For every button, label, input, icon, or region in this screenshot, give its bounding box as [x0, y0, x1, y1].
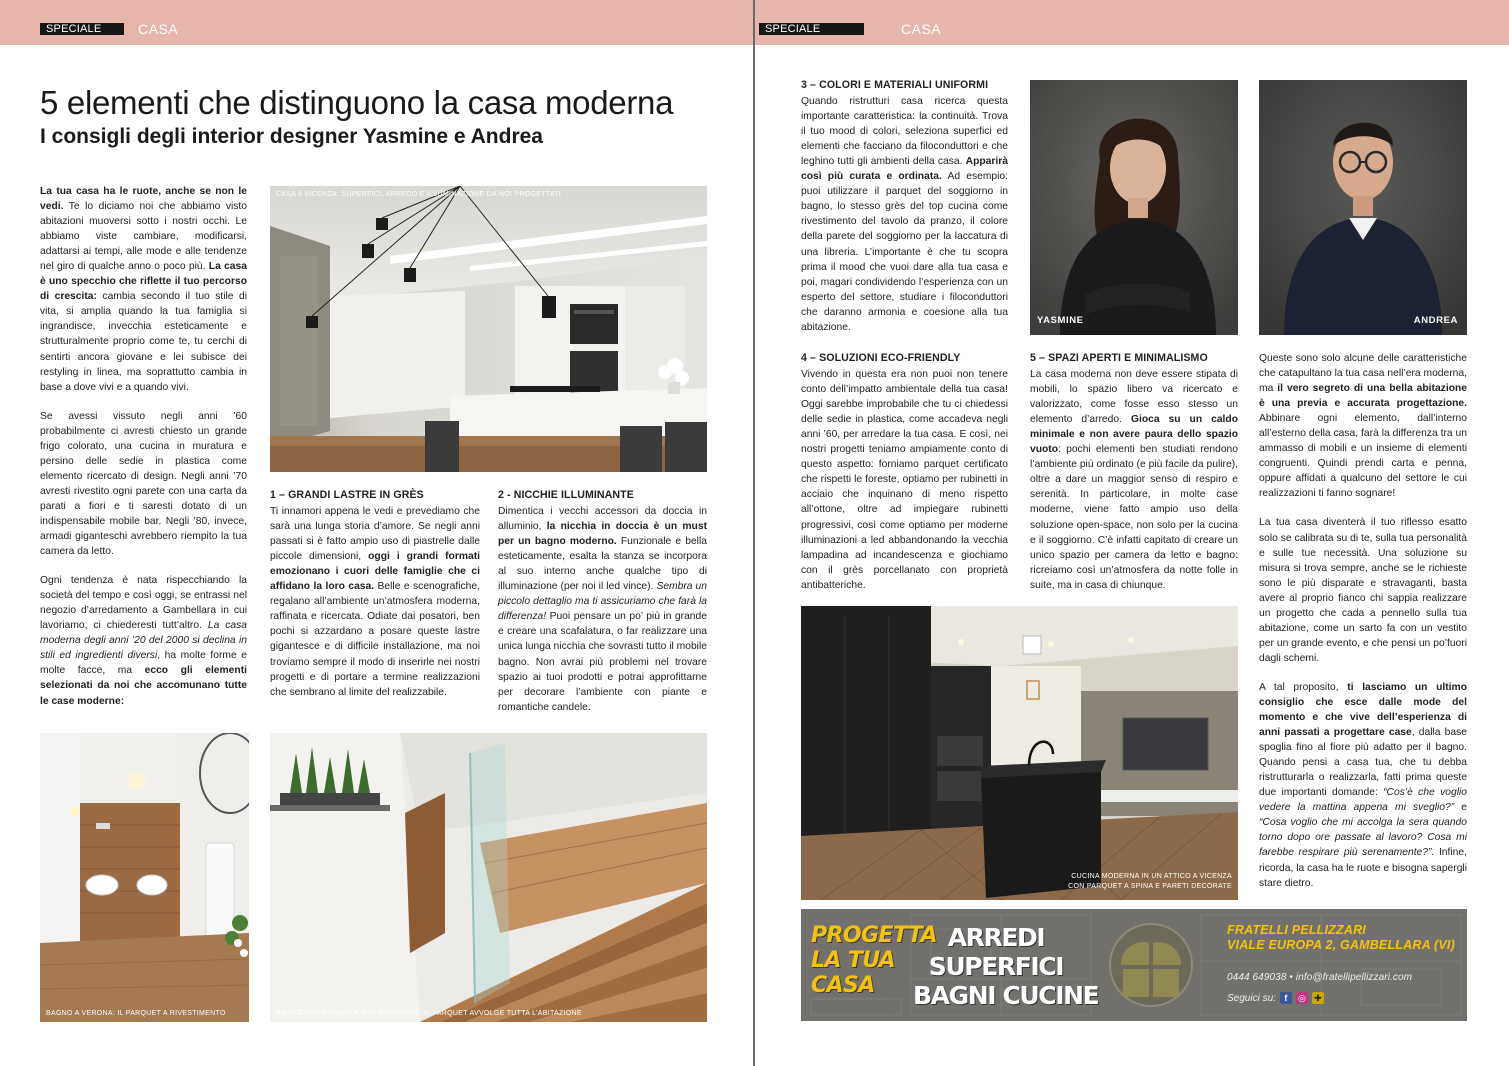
intro-bold-1: La tua casa ha le ruote, anche se non le vedi.	[40, 186, 247, 213]
section-2-italic-1: Sembra un piccolo dettaglio ma ti assicuriamo che farà la differenza!	[498, 581, 707, 623]
yasmine-name: YASMINE	[1037, 315, 1084, 326]
article-title: 5 elementi che distinguono la casa moderna	[40, 84, 674, 121]
bathroom-caption: BAGNO A VERONA: IL PARQUET A RIVESTIMENTO	[46, 1010, 226, 1017]
section-name-right: CASA	[901, 21, 942, 37]
article-subtitle: I consigli degli interior designer Yasmine e Andrea	[40, 125, 543, 148]
conclusion-italic-2: “Cosa voglio che mi accolga la sera quando torno dopo ore passate al lavoro? Cosa mi farebbe respirare più serenamente?”.	[1259, 817, 1467, 859]
stairs-image	[270, 733, 707, 1022]
ad-slogan-line-3: CASA	[811, 973, 875, 998]
stairs-photo	[270, 733, 707, 1022]
section-1-body	[270, 504, 480, 700]
andrea-portrait	[1259, 80, 1467, 335]
intro-text-2: cambia secondo il tuo stile di vita, si amplia quando la tua famiglia si ingrandisce, invecchia esteticamente e strutturalmente proprio come te, tu cerchi di sentirti ancora giovane e lei subisce dei restyling in linea, ma soprattutto cambia in base a dove vivi e a quando vivi.	[40, 291, 247, 393]
section-2-body	[498, 504, 707, 715]
kitchen-image	[270, 186, 707, 472]
section-name: CASA	[138, 21, 179, 37]
facebook-icon[interactable]: f	[1280, 992, 1292, 1004]
conclusion-paragraph-3	[1259, 680, 1467, 891]
instagram-icon[interactable]: ◎	[1296, 992, 1308, 1004]
ad-company-address: VIALE EUROPA 2, GAMBELLARA (VI)	[1227, 938, 1455, 952]
section-3-body	[801, 94, 1008, 335]
ad-separator: •	[1289, 972, 1296, 983]
intro-italic-1: La casa moderna degli anni ’20 del 2000 si declina in stili ed ingredienti diversi	[40, 620, 247, 662]
intro-paragraph-2: Se avessi vissuto negli anni ’60 probabilmente ci avresti chiesto un grande frigo colorato, una cucina in muratura e persino delle sedie in plastica come elemento ricercato di design. Negli anni ’70 avresti rivestito ogni parete con una carta da parati a fiori e ti saresti dotato di un indispensabile mobile bar. Negli ’80, invece, armadi giganteschi avrebbero riempito la tua camera da letto.	[40, 410, 247, 558]
ad-company	[1227, 923, 1455, 953]
section-5-column	[1030, 351, 1238, 593]
intro-paragraph-1	[40, 184, 247, 395]
ad-social	[1227, 992, 1324, 1004]
stairs-caption: ABITAZIONE PRIVATA A SAN BONIFACIO: IL PARQUET AVVOLGE TUTTA L’ABITAZIONE	[276, 1010, 582, 1017]
section-5-heading: 5 – SPAZI APERTI E MINIMALISMO	[1030, 352, 1208, 364]
section-3-column	[801, 78, 1008, 335]
section-2-text-3: Puoi pensare un po’ più in grande e creare una scafalatura, o far realizzare una unica lunga nicchia che sovrasti tutto il mobile bagno. Non avrai più problemi nel trovare spazio ai tuoi prodotti e potrai approfittarne per decorare l’ambiente con piante e romantiche candele.	[498, 611, 707, 713]
section-1-text-1: Ti innamori appena le vedi e prevediamo che sarà una lunga storia d’amore. Se negli anni passati si è fatto ampio uso di piastrelle dalle piccole dimensioni,	[270, 506, 480, 563]
conclusion-text-3: A tal proposito,	[1259, 681, 1348, 693]
ad-service-1: ARREDI	[947, 923, 1045, 952]
ad-company-name: FRATELLI PELLIZZARI	[1227, 923, 1366, 937]
header-band	[0, 0, 754, 45]
bathroom-image	[40, 733, 249, 1022]
conclusion-bold-1: il vero segreto di una bella abitazione è una previa e accurata progettazione.	[1259, 383, 1467, 410]
section-2-column	[498, 488, 707, 715]
section-5-bold-1: Gioca su un caldo minimale e non avere paura dello spazio vuoto	[1030, 414, 1238, 456]
intro-bold-2: La casa è uno specchio che riflette il tuo percorso di crescita:	[40, 261, 247, 303]
attic-caption-line-2: CON PARQUET A SPINA E PARETI DECORATE	[1068, 883, 1232, 890]
section-5-text-2: : pochi elementi ben studiati rendono l’ambiente più ordinato (e più facile da pulire), oltre a dare un maggior senso di respiro e serenità. In particolare, in molte case moderne, viene fatto ampio uso della soluzione open-space, non solo per la cucina e il soggiorno. C’è infatti capitato di creare un unico spazio per camera da letto e bagno: ricreiamo così un’atmosfera da notte folle in suite, ma in casa di chiunque.	[1030, 444, 1238, 591]
yasmine-image	[1030, 80, 1238, 335]
conclusion-text-6: Infine, ricorda, la casa ha le ruote e bisogna sapergli stare dietro.	[1259, 847, 1467, 889]
conclusion-text-2: Abbinare ogni elemento, dall’interno all’esterno della casa, farà la differenza tra un ammasso di mobili e un insieme di elementi congruenti. Quindi prendi carta e penna, oppure affidati a qualcuno del settore le cui realizzazioni ti fanno sognare!	[1259, 413, 1467, 500]
ad-email[interactable]: info@fratellipellizzari.com	[1295, 972, 1413, 983]
attic-kitchen-photo	[801, 606, 1238, 900]
section-2-heading: 2 - NICCHIE ILLUMINANTE	[498, 489, 634, 501]
intro-text-1: Te lo diciamo noi che abbiamo visto abitazioni muoversi sotto i nostri occhi. Le abbiamo viste cambiare, modificarsi, adattarsi ai tempi, alle mode e alle tendenze nel giro di qualche anno o poco più.	[40, 201, 247, 273]
conclusion-text-1: Queste sono solo alcune delle caratteristiche che catapultano la tua casa nell’era moderna, ma	[1259, 353, 1467, 395]
section-tag: SPECIALE	[40, 23, 124, 35]
ad-service-3: BAGNI CUCINE	[913, 981, 1099, 1010]
ad-contact	[1227, 972, 1412, 983]
andrea-name: ANDREA	[1413, 315, 1458, 326]
section-2-bold-1: la nicchia in doccia è un must per un bagno moderno.	[498, 521, 707, 548]
ad-follow-label: Seguici su:	[1227, 992, 1276, 1004]
intro-bold-3: ecco gli elementi selezionati da noi che accomunano tutte le case moderne:	[40, 665, 247, 707]
attic-caption	[1068, 872, 1232, 892]
section-3-text-1: Quando ristrutturi casa ricerca questa importante caratteristica: la continuità. Trova il tuo mood di colori, seleziona superfici ed elementi che facciano da filoconduttori e che leghino tutti gli ambienti della casa.	[801, 96, 1008, 168]
right-page	[755, 0, 1509, 1066]
section-2-text-2: Funzionale e bella esteticamente, esalta la stanza se incorpora al suo interno anche qualche tipo di illuminazione (per noi il led vince).	[498, 536, 707, 593]
section-4-heading: 4 – SOLUZIONI ECO-FRIENDLY	[801, 352, 961, 364]
conclusion-italic-1: “Cos’è che voglio vedere la mattina appena mi sveglio?”	[1259, 787, 1468, 814]
bathroom-photo	[40, 733, 249, 1022]
yasmine-portrait	[1030, 80, 1238, 335]
header-band-right	[755, 0, 1509, 45]
andrea-image	[1259, 80, 1467, 335]
conclusion-paragraph-1	[1259, 351, 1467, 501]
ad-service-2: SUPERFICI	[928, 952, 1064, 981]
brand-icon[interactable]: ✚	[1312, 992, 1324, 1004]
ad-slogan-line-2: LA TUA	[811, 948, 896, 973]
section-3-text-2: Ad esempio: puoi utilizzare il parquet del soggiorno in bagno, lo stesso grès del top cucina come rivestimento del tavolo da pranzo, il colore della parete del soggiorno per la laccatura di una libreria. L’importante è che tu scopra prima il mood che vuoi dare alla tua casa e poi, magari condividendo l’esperienza con un esperto del settore, studiare i filoconduttori che daranno armonia e coesione alla tua abitazione.	[801, 171, 1008, 333]
intro-text-3: Ogni tendenza è nata rispecchiando la società del tempo e così oggi, se entrassi nel negozio d’arredamento a Gambellara in cui lavoriamo, ci chiederesti tutt’altro.	[40, 575, 247, 632]
ad-phone[interactable]: 0444 649038	[1227, 972, 1287, 983]
attic-caption-line-1: CUCINA MODERNA IN UN ATTICO A VICENZA	[1071, 873, 1232, 880]
intro-text-4: , ha molte forme e molte facce, ma	[40, 650, 247, 677]
conclusion-bold-2: ti lasciamo un ultimo consiglio che esce dalle mode del momento e che vive dell’esperienza di anni passati a progettare case	[1259, 681, 1467, 739]
section-1-column	[270, 488, 480, 700]
section-4-column	[801, 351, 1008, 593]
section-1-bold-1: oggi i grandi formati emozionano i cuori delle famiglie che ci affidano la loro casa.	[270, 551, 481, 593]
section-4-body: Vivendo in questa era non puoi non tenere conto dell’impatto ambientale della tua casa! Oggi sarebbe improbabile che tu ci chiedessi delle sedie in plastica, come accadeva negli anni ’60, per arredare la tua casa. E così, nei nostri progetti teniamo ampiamente conto di questo aspetto: forniamo parquet certificato che rispetti le foreste, optiamo per rubinetti in acciaio che inquinano di meno rispetto all’ottone, oltre ad impiegare rubinetti progressivi, così come optiamo per moderne illuminazioni a led abbandonando la vecchia lampadina ad incandescenza e giochiamo con il grès porcellanato con proprietà antibatteriche.	[801, 369, 1008, 591]
section-1-heading: 1 – GRANDI LASTRE IN GRÈS	[270, 489, 424, 501]
company-logo-icon	[1101, 921, 1201, 1009]
section-5-text-1: La casa moderna non deve essere stipata di mobili, lo spazio libero va ricercato e valorizzato, come fosse esso stesso un elemento d’arredo.	[1030, 369, 1238, 426]
kitchen-caption: CASA A VICENZA: SUPERFICI, ARREDO E ILLUMINAZIONE DA NOI PROGETTATI	[276, 191, 562, 198]
conclusion-text-5: e	[1454, 802, 1467, 814]
conclusion-paragraph-2: La tua casa diventerà il tuo riflesso esatto solo se calibrata su di te, sulla tua personalità e sulle tue necessità. Una soluzione su misura si trova sempre, anche se le richieste sono le più disparate e stravaganti, basta avere al proprio fianco chi sappia realizzare un progetto che cada a pennello sulla tua abitazione, come un sarto fa con un vestito per un grande evento, e che pensi un po’fuori dagli schemi.	[1259, 517, 1467, 664]
section-2-text-1: Dimentica i vecchi accessori da doccia in alluminio,	[498, 506, 707, 533]
section-3-heading: 3 – COLORI E MATERIALI UNIFORMI	[801, 79, 989, 91]
section-5-body	[1030, 367, 1238, 593]
section-1-text-2: Belle e scenografiche, regalano all’ambiente un’atmosfera moderna, raffinata e ricercata. Odiate dai posatori, ben pochi si azzardano a posare queste lastre gigantesce e di difficile installazione, ma noi troviamo sempre il modo di inserirle nei nostri progetti e di portare a termine realizzazioni che sembrano al limite del realizzabile.	[270, 581, 480, 698]
intro-paragraph-3	[40, 573, 247, 708]
ad-slogan-line-1: PROGETTA	[811, 923, 937, 948]
advertisement-banner[interactable]	[801, 909, 1467, 1021]
left-page	[0, 0, 754, 1066]
ad-services	[913, 923, 1099, 1010]
kitchen-photo	[270, 186, 707, 472]
attic-kitchen-image	[801, 606, 1238, 900]
section-3-bold-1: Apparirà così più curata e ordinata.	[801, 156, 1008, 183]
intro-column	[40, 184, 247, 709]
conclusion-text-4: , dalla base spoglia fino al fiore più adatto per il bagno. Quando pensi a casa tua, che tu debba ristrutturarla o realizzarla, fatti prima queste due importanti domande:	[1259, 727, 1467, 799]
section-tag-right: SPECIALE	[759, 23, 864, 35]
conclusion-column	[1259, 351, 1467, 891]
